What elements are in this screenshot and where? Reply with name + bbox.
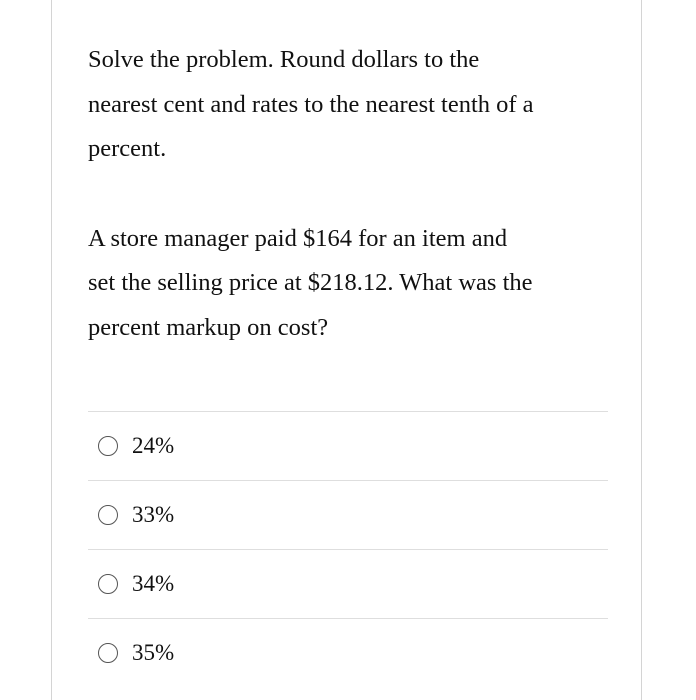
- question-text-block: [88, 38, 618, 350]
- question-instructions: Solve the problem. Round dollars to the nearest cent and rates to the nearest tenth of a percent.: [88, 46, 534, 162]
- answer-choice-label: 35%: [132, 640, 175, 665]
- answer-choice-34[interactable]: [88, 549, 608, 618]
- radio-button-icon[interactable]: [98, 574, 118, 594]
- question-panel: [51, 0, 642, 700]
- answer-choice-24[interactable]: [88, 411, 608, 480]
- radio-button-icon[interactable]: [98, 436, 118, 456]
- question-prompt: A store manager paid $164 for an item and set the selling price at $218.12. What was the percent markup on cost?: [88, 224, 533, 341]
- radio-button-icon[interactable]: [98, 505, 118, 525]
- answer-choice-label: 33%: [132, 502, 175, 527]
- answer-choices: [88, 411, 608, 687]
- radio-button-icon[interactable]: [98, 643, 118, 663]
- answer-choice-label: 34%: [132, 571, 175, 596]
- answer-choice-label: 24%: [132, 433, 175, 458]
- answer-choice-33[interactable]: [88, 480, 608, 549]
- answer-choice-35[interactable]: [88, 618, 608, 687]
